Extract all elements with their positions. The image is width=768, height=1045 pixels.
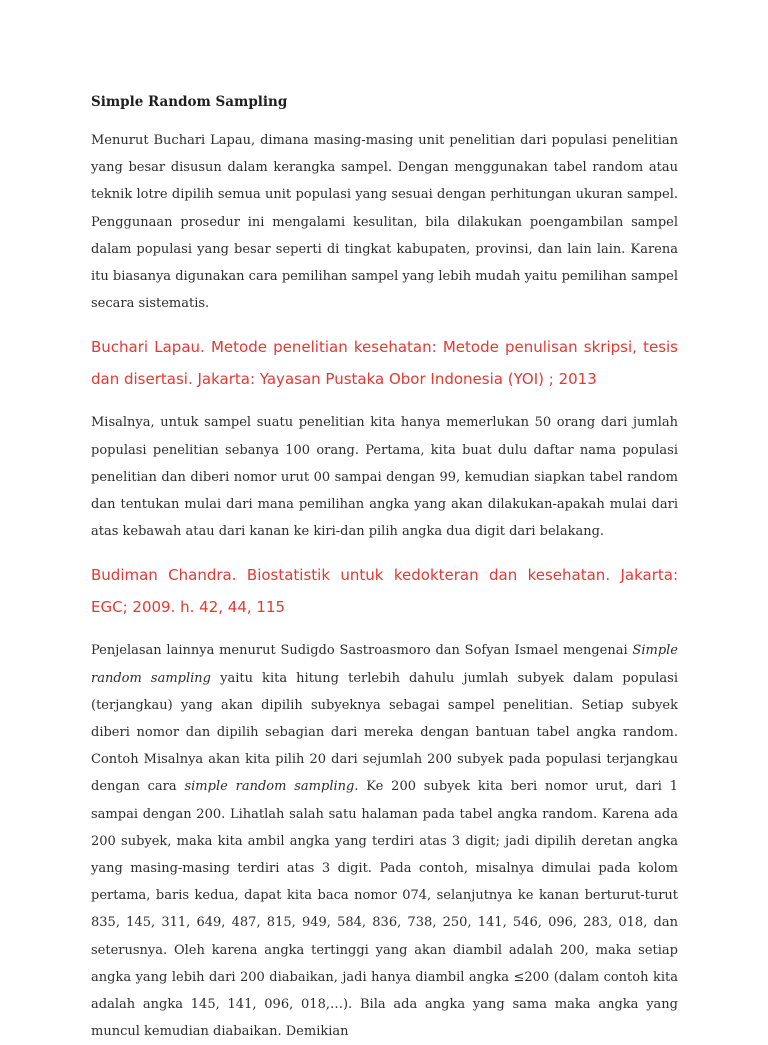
- paragraph3-italic-1: Simple random sampling: [91, 643, 678, 686]
- paragraph3-italic-2: simple random sampling: [184, 779, 355, 795]
- paragraph3-text-2: yaitu kita hitung terlebih dahulu jumlah subyek dalam populasi (terjangkau) yang akan dipilih subyeknya sebagai sampel penelitian. Setiap subyek diberi nomor dan dipilih sebagian dari mereka dengan bantuan tabel angka random. Contoh Misalnya akan kita pilih 20 dari sejumlah 200 subyek pada populasi terjangkau dengan cara: [91, 670, 678, 795]
- paragraph-buchari-lapau: Menurut Buchari Lapau, dimana masing-masing unit penelitian dari populasi penelitian yang besar disusun dalam kerangka sampel. Dengan menggunakan tabel random atau teknik lotre dipilih semua unit populasi yang sesuai dengan perhitungan ukuran sampel. Penggunaan prosedur ini mengalami kesulitan, bila dilakukan poengambilan sampel dalam populasi yang besar seperti di tingkat kabupaten, provinsi, dan lain lain. Karena itu biasanya digunakan cara pemilihan sampel yang lebih mudah yaitu pemilihan sampel secara sistematis.: [91, 133, 678, 312]
- paragraph3-text-1: Penjelasan lainnya menurut Sudigdo Sastroasmoro dan Sofyan Ismael mengenai: [91, 643, 633, 659]
- document-title: Simple Random Sampling: [91, 94, 288, 110]
- reference-budiman-chandra: Budiman Chandra. Biostatistik untuk kedokteran dan kesehatan. Jakarta: EGC; 2009. h. 42, 44, 115: [91, 566, 678, 617]
- paragraph-example-sampling: Misalnya, untuk sampel suatu penelitian kita hanya memerlukan 50 orang dari jumlah populasi penelitian sebanya 100 orang. Pertama, kita buat dulu daftar nama populasi penelitian dan diberi nomor urut 00 sampai dengan 99, kemudian siapkan tabel random dan tentukan mulai dari mana pemilihan angka yang akan dilakukan-apakah mulai dari atas kebawah atau dari kanan ke kiri-dan pilih angka dua digit dari belakang.: [91, 415, 678, 540]
- reference-buchari-lapau: Buchari Lapau. Metode penelitian kesehatan: Metode penulisan skripsi, tesis dan disertasi. Jakarta: Yayasan Pustaka Obor Indonesia (YOI) ; 2013: [91, 338, 678, 389]
- paragraph-sudigdo-sastroasmoro: [91, 637, 678, 1045]
- paragraph3-text-3: . Ke 200 subyek kita beri nomor urut, dari 1 sampai dengan 200. Lihatlah salah satu halaman pada tabel angka random. Karena ada 200 subyek, maka kita ambil angka yang terdiri atas 3 digit; jadi dipilih deretan angka yang masing-masing terdiri atas 3 digit. Pada contoh, misalnya dimulai pada kolom pertama, baris kedua, dapat kita baca nomor 074, selanjutnya ke kanan berturut-turut 835, 145, 311, 649, 487, 815, 949, 584, 836, 738, 250, 141, 546, 096, 283, 018, dan seterusnya. Oleh karena angka tertinggi yang akan diambil adalah 200, maka setiap angka yang lebih dari 200 diabaikan, jadi hanya diambil angka ≤200 (dalam contoh kita adalah angka 145, 141, 096, 018,…). Bila ada angka yang sama maka angka yang muncul kemudian diabaikan. Demikian: [91, 779, 678, 1040]
- document-body: [91, 91, 678, 1045]
